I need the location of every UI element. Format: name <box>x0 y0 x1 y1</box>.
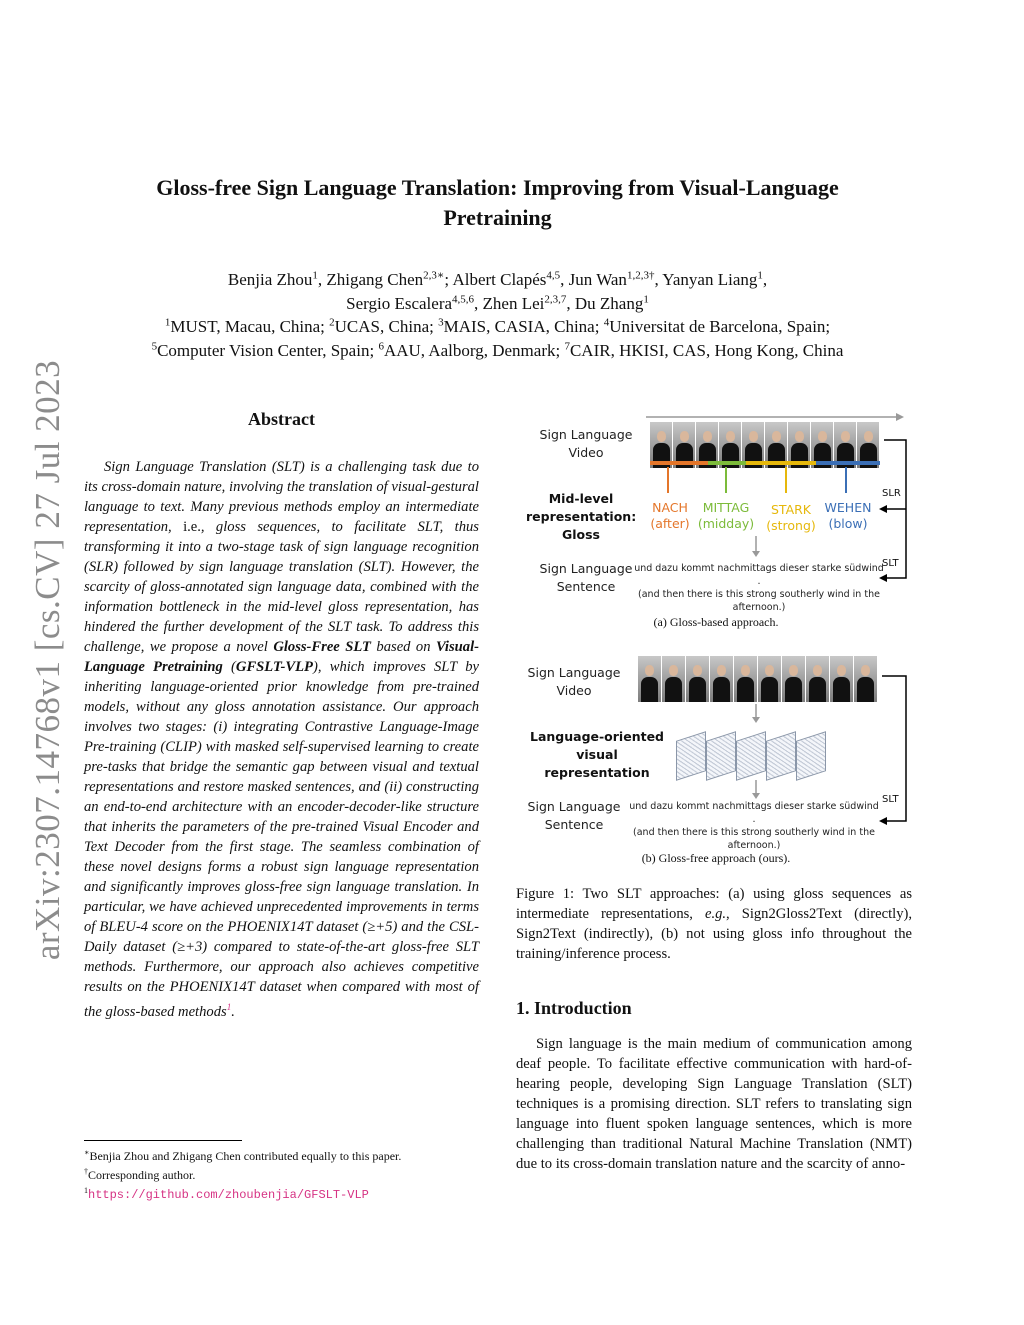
abstract-paragraph: Sign Language Translation (SLT) is a challenging task due to its cross-domain nature, involving the translation of visual-gestural language to text. Many previous methods employ an intermediate representation, i.e., gloss sequences, to facilitate SLT, thus transforming it into a two-stage task of sign language recognition (SLR) followed by sign language translation (SLT). However, the scarcity of gloss-annotated sign language data, combined with the information bottleneck in the mid-level gloss representation, has hindered the further development of the SLT task. To address this challenge, we propose a novel Gloss-Free SLT based on Visual-Language Pretraining (GFSLT-VLP), which improves SLT by inheriting language-oriented prior knowledge from pre-trained models, without any gloss annotation assistance. Our approach involves two stages: (i) integrating Contrastive Language-Image Pre-training (CLIP) with masked self-supervised learning to create pre-tasks that bridge the semantic gap between visual and textual representations and restore masked sentences, and (ii) constructing an end-to-end architecture with an encoder-decoder-like structure that inherits the parameters of the pre-trained Visual Encoder and Text Decoder from the first stage. The seamless combination of these novel designs forms a robust sign language representation and significantly improves gloss-free sign language translation. In particular, we have achieved unprecedented improvements in terms of BLEU-4 score on the PHOENIX14T dataset (≥+5) and the CSL-Daily dataset (≥+3) compared to state-of-the-art gloss-free SLT methods. Furthermore, our approach also achieves competitive results on the PHOENIX14T dataset when compared with most of the gloss-based methods$^1$. <box>84 459 479 1020</box>
footnote-3: $^1$https://github.com/zhoubenjia/GFSLT-VLP <box>84 1186 369 1202</box>
fig-b-feature-cards <box>676 724 856 784</box>
fig-a-timeline-arrow <box>646 410 906 424</box>
paper-title: Gloss-free Sign Language Translation: Improving from Visual-Language Pretraining <box>156 175 839 230</box>
fig-a-gloss-nach: NACH (after) <box>650 500 690 531</box>
fig-a-gloss-stark: STARK (strong) <box>766 502 816 533</box>
fig-b-mid-label: Language-oriented visual representation <box>529 729 664 780</box>
figure-1-caption: Figure 1: Two SLT approaches: (a) using gloss sequences as intermediate representations, e.g., Sign2Gloss2Text (directly), Sign2Text (indirectly), (b) not using gloss info throughout the training/inference process. <box>516 886 913 962</box>
figure-a <box>516 410 916 635</box>
affiliation-line-2: $^5$Computer Vision Center, Spain; $^6$AAU, Aalborg, Denmark; $^7$CAIR, HKISI, CAS, Hong Kong, China <box>151 339 844 360</box>
arxiv-sidebar <box>28 360 68 960</box>
fig-a-down-arrow <box>748 536 764 558</box>
section-heading-introduction: 1. Introduction <box>516 998 632 1018</box>
fig-a-bracket-arrows <box>876 428 916 603</box>
introduction-paragraph: Sign language is the main medium of communication among deaf people. To facilitate effective communication with hard-of-hearing people, developing Sign Language Translation (SLT) techniques is a promising direction. SLT refers to translating sign language into fluent spoken language sentences, which is more challenging than traditional Natural Machine Translation (NMT) due to its cross-domain translation nature and the scarcity of anno- <box>516 1036 912 1172</box>
abstract-heading: Abstract <box>248 409 315 429</box>
fig-a-gloss-mittag: MITTAG (midday) <box>697 500 755 531</box>
affiliation-line-1: $^1$MUST, Macau, China; $^2$UCAS, China; $^3$MAIS, CASIA, China; $^4$Universitat de Barcelona, Spain; <box>164 316 831 336</box>
fig-a-gloss-wehen: WEHEN (blow) <box>824 500 872 531</box>
author-block <box>60 268 935 362</box>
footnote-rule <box>84 1140 242 1141</box>
github-link[interactable]: https://github.com/zhoubenjia/GFSLT-VLP <box>88 1188 369 1202</box>
fig-a-slt-label: SLT <box>882 558 899 569</box>
fig-b-video-frames <box>638 656 878 702</box>
footnote-2: †Corresponding author. <box>84 1167 196 1182</box>
abstract-body <box>84 457 479 1022</box>
fig-a-video-label: Sign Language Video <box>539 427 633 460</box>
fig-b-video-label: Sign Language Video <box>527 665 621 698</box>
fig-b-down-arrow-1 <box>748 704 764 724</box>
fig-b-sentence-label: Sign Language Sentence <box>527 799 621 832</box>
author-line-2: Sergio Escalera$^{4,5,6}$, Zhen Lei$^{2,3,7}$, Du Zhang$^1$ <box>346 292 649 313</box>
fig-a-caption: (a) Gloss-based approach. <box>653 615 779 629</box>
footnotes <box>84 1145 504 1203</box>
footnote-ref-1[interactable]: 1 <box>226 1002 232 1012</box>
fig-a-mid-label: Mid-level representation: Gloss <box>526 491 637 542</box>
author-line-1: Benjia Zhou$^1$, Zhigang Chen$^{2,3∗}$; Albert Clapés$^{4,5}$, Jun Wan$^{1,2,3\dagger}$, Yanyan Liang$^1$, <box>227 269 768 289</box>
footnote-1: ∗Benjia Zhou and Zhigang Chen contributed equally to this paper. <box>84 1148 402 1163</box>
fig-a-slr-label: SLR <box>882 488 901 499</box>
introduction-body <box>516 1034 912 1174</box>
fig-b-sentence: und dazu kommt nachmittags dieser starke südwind . (and then there is this strong southerly wind in the afternoon.) <box>629 801 879 851</box>
fig-b-slt-label: SLT <box>882 794 899 805</box>
fig-b-caption: (b) Gloss-free approach (ours). <box>641 851 791 865</box>
fig-a-gloss-ticks <box>646 465 886 497</box>
arxiv-id: arXiv:2307.14768v1 [cs.CV] 27 Jul 2023 <box>28 359 67 961</box>
fig-a-sentence: und dazu kommt nachmittags dieser starke südwind . (and then there is this strong southerly wind in the afternoon.) <box>634 563 884 613</box>
fig-a-sentence-label: Sign Language Sentence <box>539 561 633 594</box>
figure-b <box>516 652 916 872</box>
fig-b-down-arrow-2 <box>748 780 764 800</box>
